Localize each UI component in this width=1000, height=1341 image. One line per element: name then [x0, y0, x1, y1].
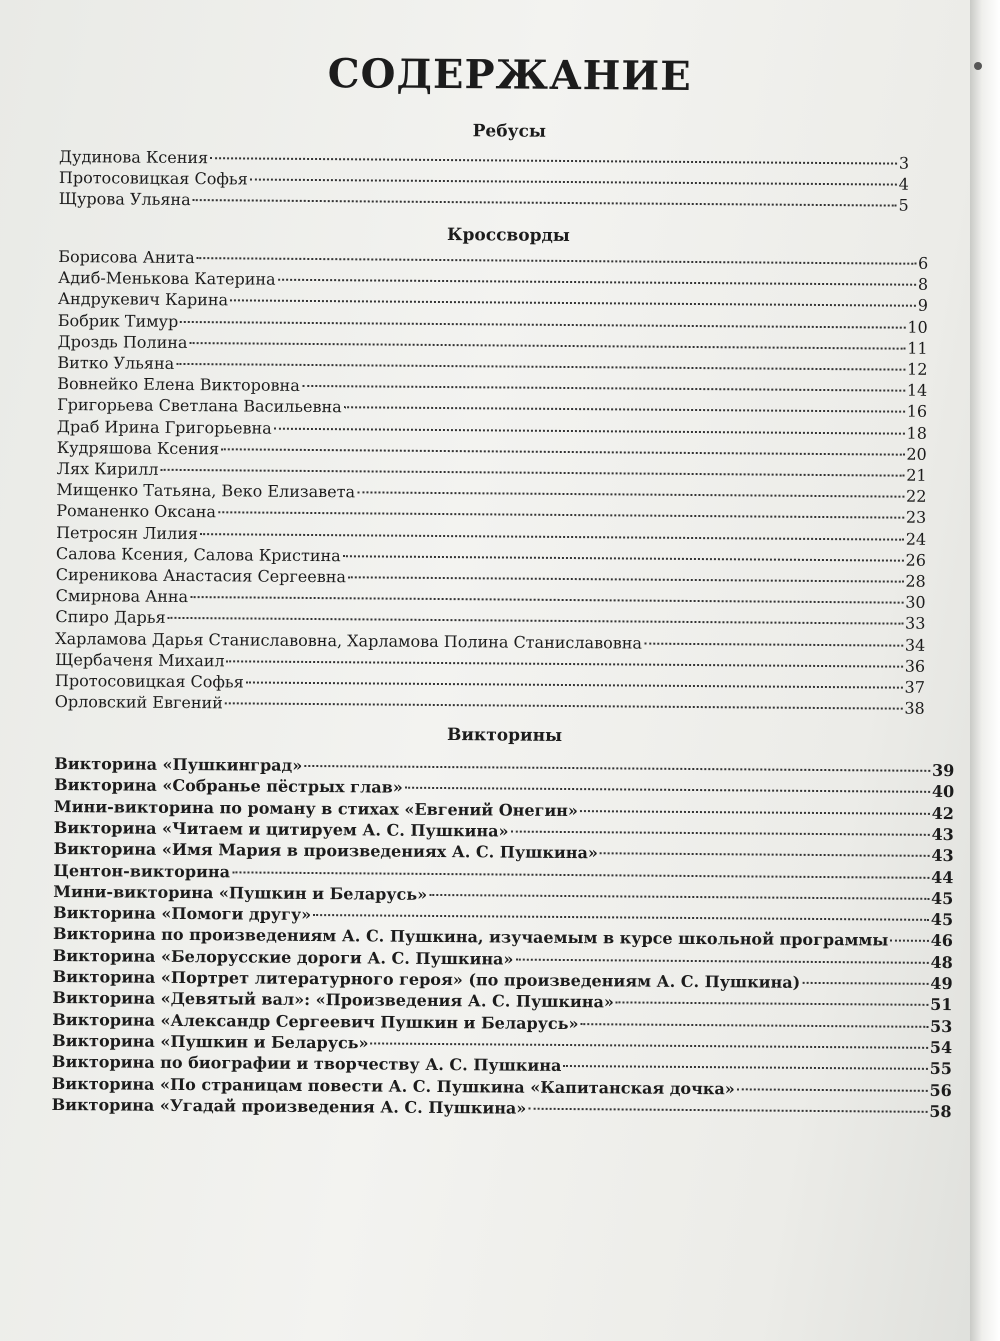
entry-title: Витко Ульяна: [57, 352, 175, 373]
page-number: 3: [898, 153, 910, 173]
entry-title: Викторина «Портрет литературного героя» (по произведениям А. С. Пушкина): [52, 966, 801, 992]
entry-title: Дроздь Полина: [57, 331, 188, 352]
entry-title: Спиро Дарья: [55, 607, 166, 628]
page-number: 12: [907, 359, 928, 379]
dot-leader: [304, 765, 930, 772]
page-number: 28: [905, 571, 926, 591]
page-number: 55: [929, 1059, 953, 1079]
dot-leader: [250, 178, 897, 185]
dot-leader: [302, 385, 905, 392]
dot-leader: [581, 1023, 928, 1028]
page-number: 14: [906, 380, 928, 401]
toc-entry: [55, 692, 925, 718]
page-number: 54: [929, 1037, 953, 1057]
page-number: 20: [906, 444, 927, 464]
dot-leader: [246, 681, 903, 688]
dot-leader: [168, 617, 904, 625]
page-number: 6: [918, 253, 929, 273]
entry-title: Щербаченя Михаил: [55, 649, 225, 671]
page-number: 16: [906, 402, 928, 422]
dot-leader: [221, 448, 904, 455]
page-number: 34: [904, 635, 926, 655]
entry-title: Дудинова Ксения: [59, 146, 209, 168]
section-title: Кроссворды: [446, 225, 570, 247]
dot-leader: [190, 596, 903, 604]
dot-leader: [180, 321, 905, 329]
entry-title: Викторина «Угадай произведения А. С. Пушкина»: [51, 1094, 527, 1118]
entry-title: Викторина по биографии и творчеству А. С. Пушкина: [51, 1052, 562, 1076]
page-number: 43: [931, 824, 954, 844]
dot-leader: [176, 363, 905, 371]
page-number: 4: [898, 174, 909, 194]
dot-leader: [600, 852, 929, 857]
table-of-contents: [51, 40, 960, 1121]
entry-title: Викторина «Пушкин и Беларусь»: [52, 1030, 369, 1053]
entry-title: Лях Кирилл: [56, 458, 159, 479]
page-number: 46: [930, 931, 954, 951]
section-title: Викторины: [446, 725, 563, 746]
page-number: 40: [931, 782, 955, 802]
page-number: 23: [905, 508, 927, 528]
entry-title: Мини-викторина по роману в стихах «Евгений Онегин»: [53, 796, 579, 820]
page-number: 30: [905, 592, 926, 613]
entry-title: Романенко Оксана: [56, 501, 217, 522]
page-number: 43: [931, 846, 954, 866]
page-number: 56: [929, 1080, 952, 1100]
dot-leader: [227, 660, 903, 667]
entry-title: Адиб-Менькова Катерина: [58, 268, 276, 289]
dot-leader: [230, 300, 916, 307]
entry-title: Викторина по произведениям А. С. Пушкина, изучаемым в курсе школьной программы: [52, 924, 889, 950]
entry-title: Вовнейко Елена Викторовна: [57, 374, 300, 396]
dot-leader: [160, 469, 904, 477]
dot-leader: [737, 1088, 928, 1091]
page-number: 45: [930, 888, 954, 908]
entry-title: Викторина «Читаем и цитируем А. С. Пушкина»: [53, 817, 509, 841]
dot-leader: [343, 555, 904, 561]
entry-title: Викторина «Собранье пёстрых глав»: [54, 775, 403, 798]
page-number: 5: [898, 195, 909, 215]
entry-title: Сиреникова Анастасия Сергеевна: [55, 564, 347, 587]
dot-leader: [563, 1065, 927, 1070]
dot-leader: [218, 512, 904, 519]
dot-leader: [515, 958, 928, 963]
toc-entry: [52, 1095, 952, 1121]
page-number: 8: [917, 274, 929, 295]
entry-title: Протосовицкая Софья: [54, 670, 244, 692]
entry-title: Андрукевич Карина: [57, 289, 229, 310]
page-number: 51: [930, 995, 953, 1015]
page-number: 18: [906, 423, 928, 443]
dot-leader: [189, 342, 905, 350]
dot-leader: [580, 810, 930, 815]
dot-leader: [405, 787, 930, 793]
dot-leader: [357, 492, 904, 498]
entry-title: Протосовицкая Софья: [58, 167, 248, 189]
entry-title: Викторина «Пушкинград»: [54, 753, 303, 775]
page-number: 58: [929, 1101, 952, 1121]
dot-leader: [528, 1108, 927, 1113]
entry-title: Драб Ирина Григорьевна: [56, 416, 272, 438]
dot-leader: [511, 830, 930, 835]
section-title: Ребусы: [472, 121, 546, 142]
dot-leader: [371, 1042, 928, 1048]
binding-edge: [970, 0, 1000, 1341]
entry-title: Григорьева Светлана Васильевна: [57, 395, 342, 417]
entry-title: Викторина «Помоги другу»: [53, 903, 312, 925]
dot-leader: [200, 533, 904, 541]
dot-leader: [429, 894, 929, 900]
edge-mark: [974, 62, 982, 70]
page-number: 39: [931, 760, 955, 781]
dot-leader: [313, 914, 929, 921]
entry-title: Смирнова Анна: [55, 586, 189, 607]
page-number: 45: [930, 909, 954, 930]
entry-title: Харламова Дарья Станиславовна, Харламова Полина Станиславовна: [55, 628, 643, 653]
page-number: 38: [904, 698, 925, 718]
page-number: 44: [931, 867, 954, 887]
page-number: 9: [917, 296, 929, 316]
page-title: СОДЕРЖАНИЕ: [327, 50, 692, 100]
entry-title: Борисова Анита: [58, 246, 195, 268]
page-number: 42: [931, 803, 955, 823]
page-number: 36: [904, 656, 926, 676]
entry-title: Щурова Ульяна: [58, 188, 191, 210]
page-number: 33: [905, 614, 926, 634]
dot-leader: [232, 871, 929, 878]
page-number: 53: [929, 1016, 953, 1036]
dot-leader: [616, 1002, 928, 1006]
page-number: 22: [906, 486, 927, 507]
entry-title: Викторина «Белорусские дороги А. С. Пушкина»: [52, 945, 514, 969]
page-number: 49: [930, 973, 953, 994]
dot-leader: [197, 257, 916, 265]
entry-title: Мищенко Татьяна, Веко Елизавета: [56, 480, 356, 502]
entry-title: Орловский Евгений: [54, 692, 223, 713]
entry-title: Мини-викторина «Пушкин и Беларусь»: [53, 881, 428, 904]
dot-leader: [225, 703, 903, 710]
page-number: 37: [904, 677, 926, 697]
page-number: 48: [930, 952, 953, 972]
entry-title: Петросян Лилия: [56, 522, 199, 543]
dot-leader: [210, 157, 897, 164]
entry-title: Салова Ксения, Салова Кристина: [55, 543, 341, 566]
entry-title: Центон-викторина: [53, 860, 231, 881]
page-number: 10: [907, 317, 928, 337]
page-number: 26: [905, 550, 927, 570]
page-number: 11: [907, 338, 928, 358]
page-number: 21: [906, 465, 927, 485]
entry-title: Бобрик Тимур: [57, 310, 179, 331]
dot-leader: [193, 199, 897, 207]
dot-leader: [278, 279, 916, 286]
entry-title: Викторина «Девятый вал»: «Произведения А. С. Пушкина»: [52, 988, 615, 1012]
dot-leader: [802, 982, 928, 985]
entry-title: Кудряшова Ксения: [56, 437, 220, 459]
dot-leader: [644, 642, 903, 646]
entry-title: Викторина «Имя Мария в произведениях А. С. Пушкина»: [53, 839, 598, 863]
toc-entry: [59, 189, 909, 215]
entry-title: Викторина «По страницам повести А. С. Пушкина «Капитанская дочка»: [51, 1073, 735, 1098]
dot-leader: [890, 940, 928, 942]
entry-title: Викторина «Александр Сергеевич Пушкин и Беларусь»: [52, 1009, 579, 1033]
dot-leader: [348, 576, 903, 582]
dot-leader: [274, 427, 905, 434]
page-number: 24: [905, 529, 927, 549]
dot-leader: [344, 407, 905, 413]
